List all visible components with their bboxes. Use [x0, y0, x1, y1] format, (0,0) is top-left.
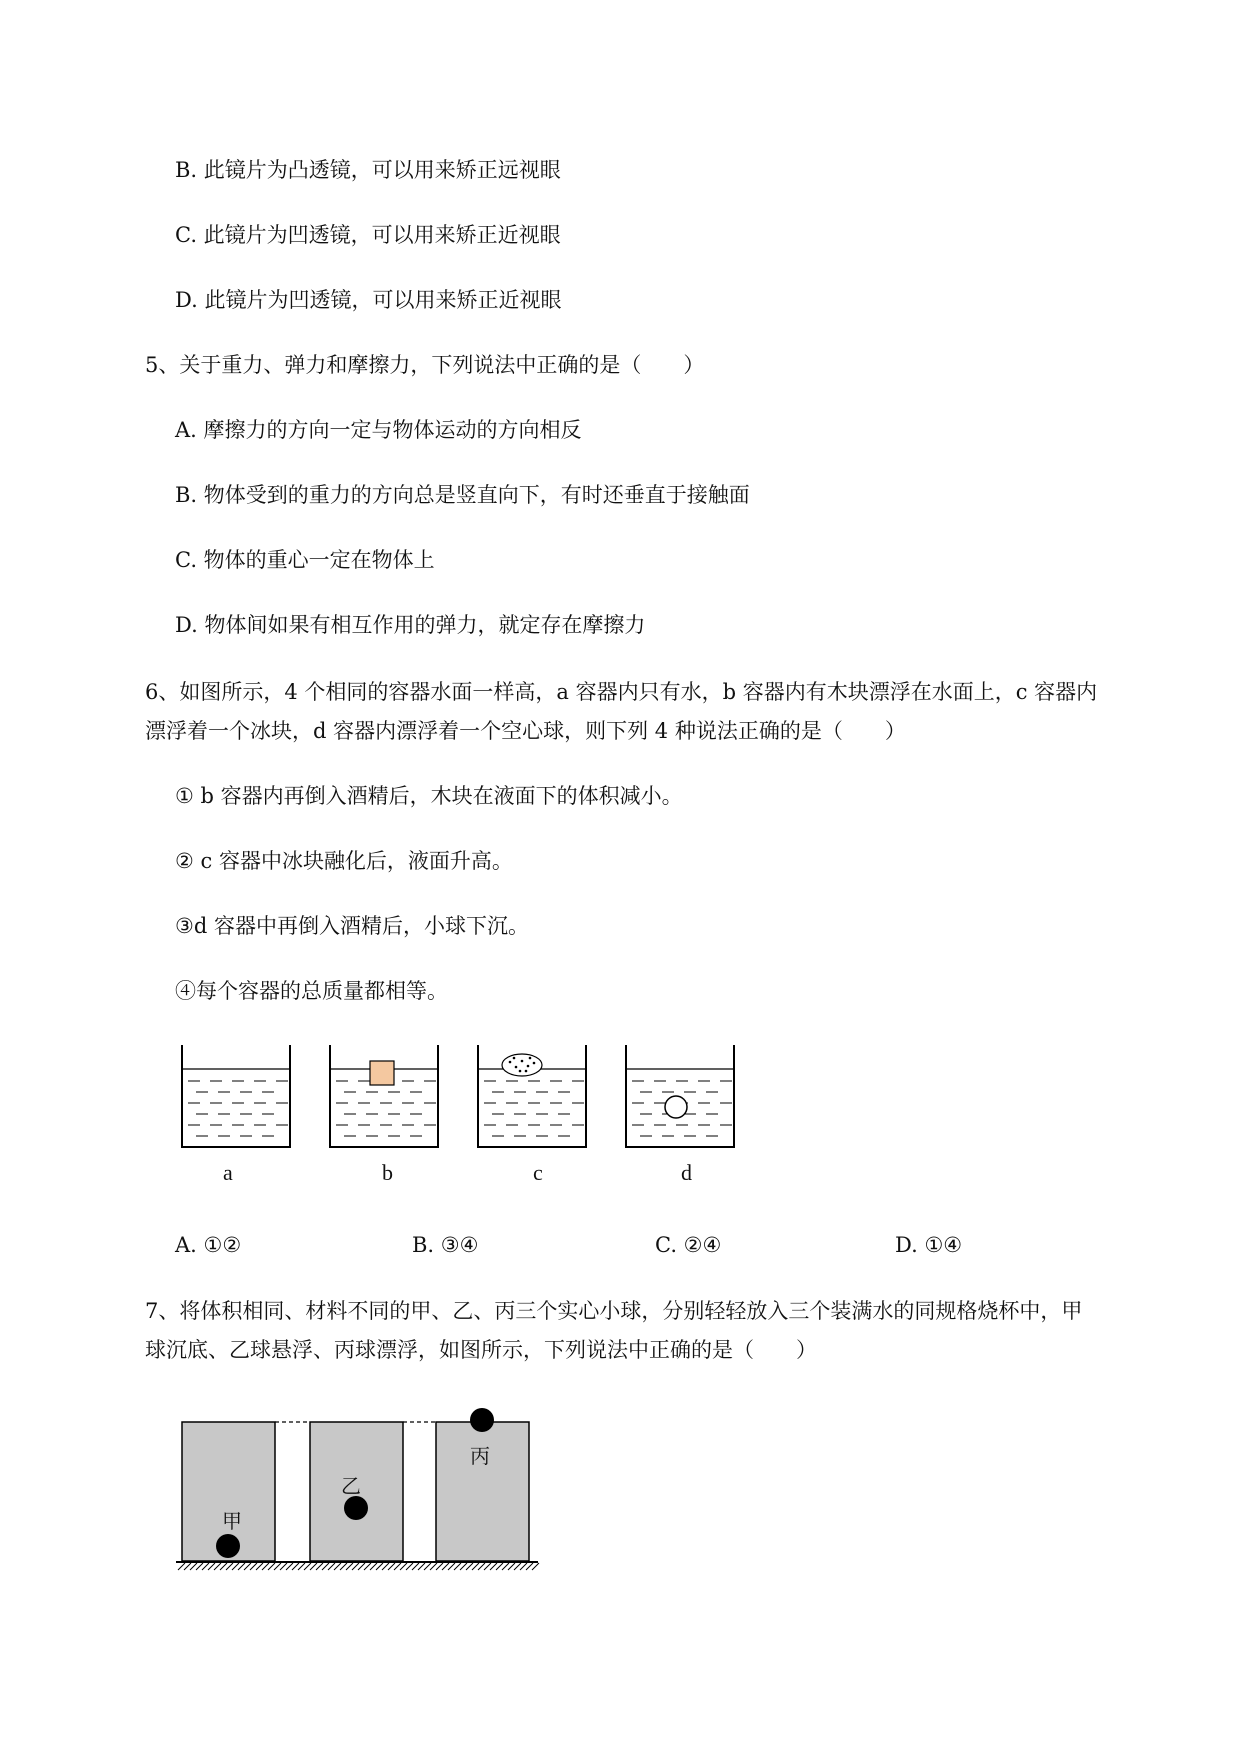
q6-label-b: b: [382, 1160, 393, 1185]
ball-bing: [470, 1408, 494, 1432]
q4-option-c: C. 此镜片为凹透镜，可以用来矫正近视眼: [175, 223, 561, 247]
ice-dot: [527, 1065, 530, 1068]
ice-dot: [509, 1061, 512, 1064]
ice-dot: [519, 1070, 522, 1073]
q6-containers-figure: [170, 1045, 770, 1175]
q6-statement-1: ① b 容器内再倒入酒精后，木块在液面下的体积减小。: [175, 784, 683, 808]
ground-hatching: [178, 1563, 539, 1570]
q6-choice-a: A. ①②: [175, 1233, 242, 1257]
ice-dot: [529, 1057, 532, 1060]
q6-statement-2: ② c 容器中冰块融化后，液面升高。: [175, 849, 513, 873]
q6-label-c: c: [533, 1160, 543, 1185]
q6-choice-c: C. ②④: [655, 1233, 722, 1257]
q6-statement-4: ④每个容器的总质量都相等。: [175, 979, 448, 1003]
q7-stem-line2: 球沉底、乙球悬浮、丙球漂浮，如图所示，下列说法中正确的是（ ）: [145, 1338, 817, 1362]
q4-option-d: D. 此镜片为凹透镜，可以用来矫正近视眼: [175, 288, 562, 312]
q5-option-a: A. 摩擦力的方向一定与物体运动的方向相反: [175, 418, 582, 442]
q6-label-d: d: [681, 1160, 692, 1185]
q4-option-b: B. 此镜片为凸透镜，可以用来矫正远视眼: [175, 158, 561, 182]
ice-block: [502, 1054, 542, 1076]
ball-yi: [344, 1496, 368, 1520]
ball-label-bing: 丙: [470, 1444, 490, 1468]
ice-dot: [515, 1066, 518, 1069]
ball-label-yi: 乙: [341, 1474, 361, 1498]
q6-stem-line1: 6、如图所示，4 个相同的容器水面一样高，a 容器内只有水，b 容器内有木块漂浮在水面上，c 容器内: [145, 680, 1098, 704]
q5-stem: 5、关于重力、弹力和摩擦力，下列说法中正确的是（ ）: [145, 353, 705, 377]
q7-stem-line1: 7、将体积相同、材料不同的甲、乙、丙三个实心小球，分别轻轻放入三个装满水的同规格烧杯中，甲: [145, 1299, 1083, 1323]
q6-label-a: a: [223, 1160, 233, 1185]
q6-choice-d: D. ①④: [895, 1233, 963, 1257]
ball-jia: [216, 1534, 240, 1558]
container-a: [182, 1045, 290, 1147]
wood-block: [370, 1061, 394, 1085]
q6-stem-line2: 漂浮着一个冰块，d 容器内漂浮着一个空心球，则下列 4 种说法正确的是（ ）: [145, 719, 906, 743]
q5-option-d: D. 物体间如果有相互作用的弹力，就定存在摩擦力: [175, 613, 646, 637]
ice-dot: [533, 1062, 536, 1065]
q6-choice-b: B. ③④: [412, 1233, 479, 1257]
ice-dot: [513, 1057, 516, 1060]
q5-option-c: C. 物体的重心一定在物体上: [175, 548, 435, 572]
q6-statement-3: ③d 容器中再倒入酒精后，小球下沉。: [175, 914, 529, 938]
q5-option-b: B. 物体受到的重力的方向总是竖直向下，有时还垂直于接触面: [175, 483, 750, 507]
ice-dot: [525, 1070, 528, 1073]
container-b: [330, 1045, 438, 1147]
ice-dot: [521, 1060, 524, 1063]
hollow-ball: [665, 1096, 687, 1118]
ball-label-jia: 甲: [222, 1509, 242, 1533]
